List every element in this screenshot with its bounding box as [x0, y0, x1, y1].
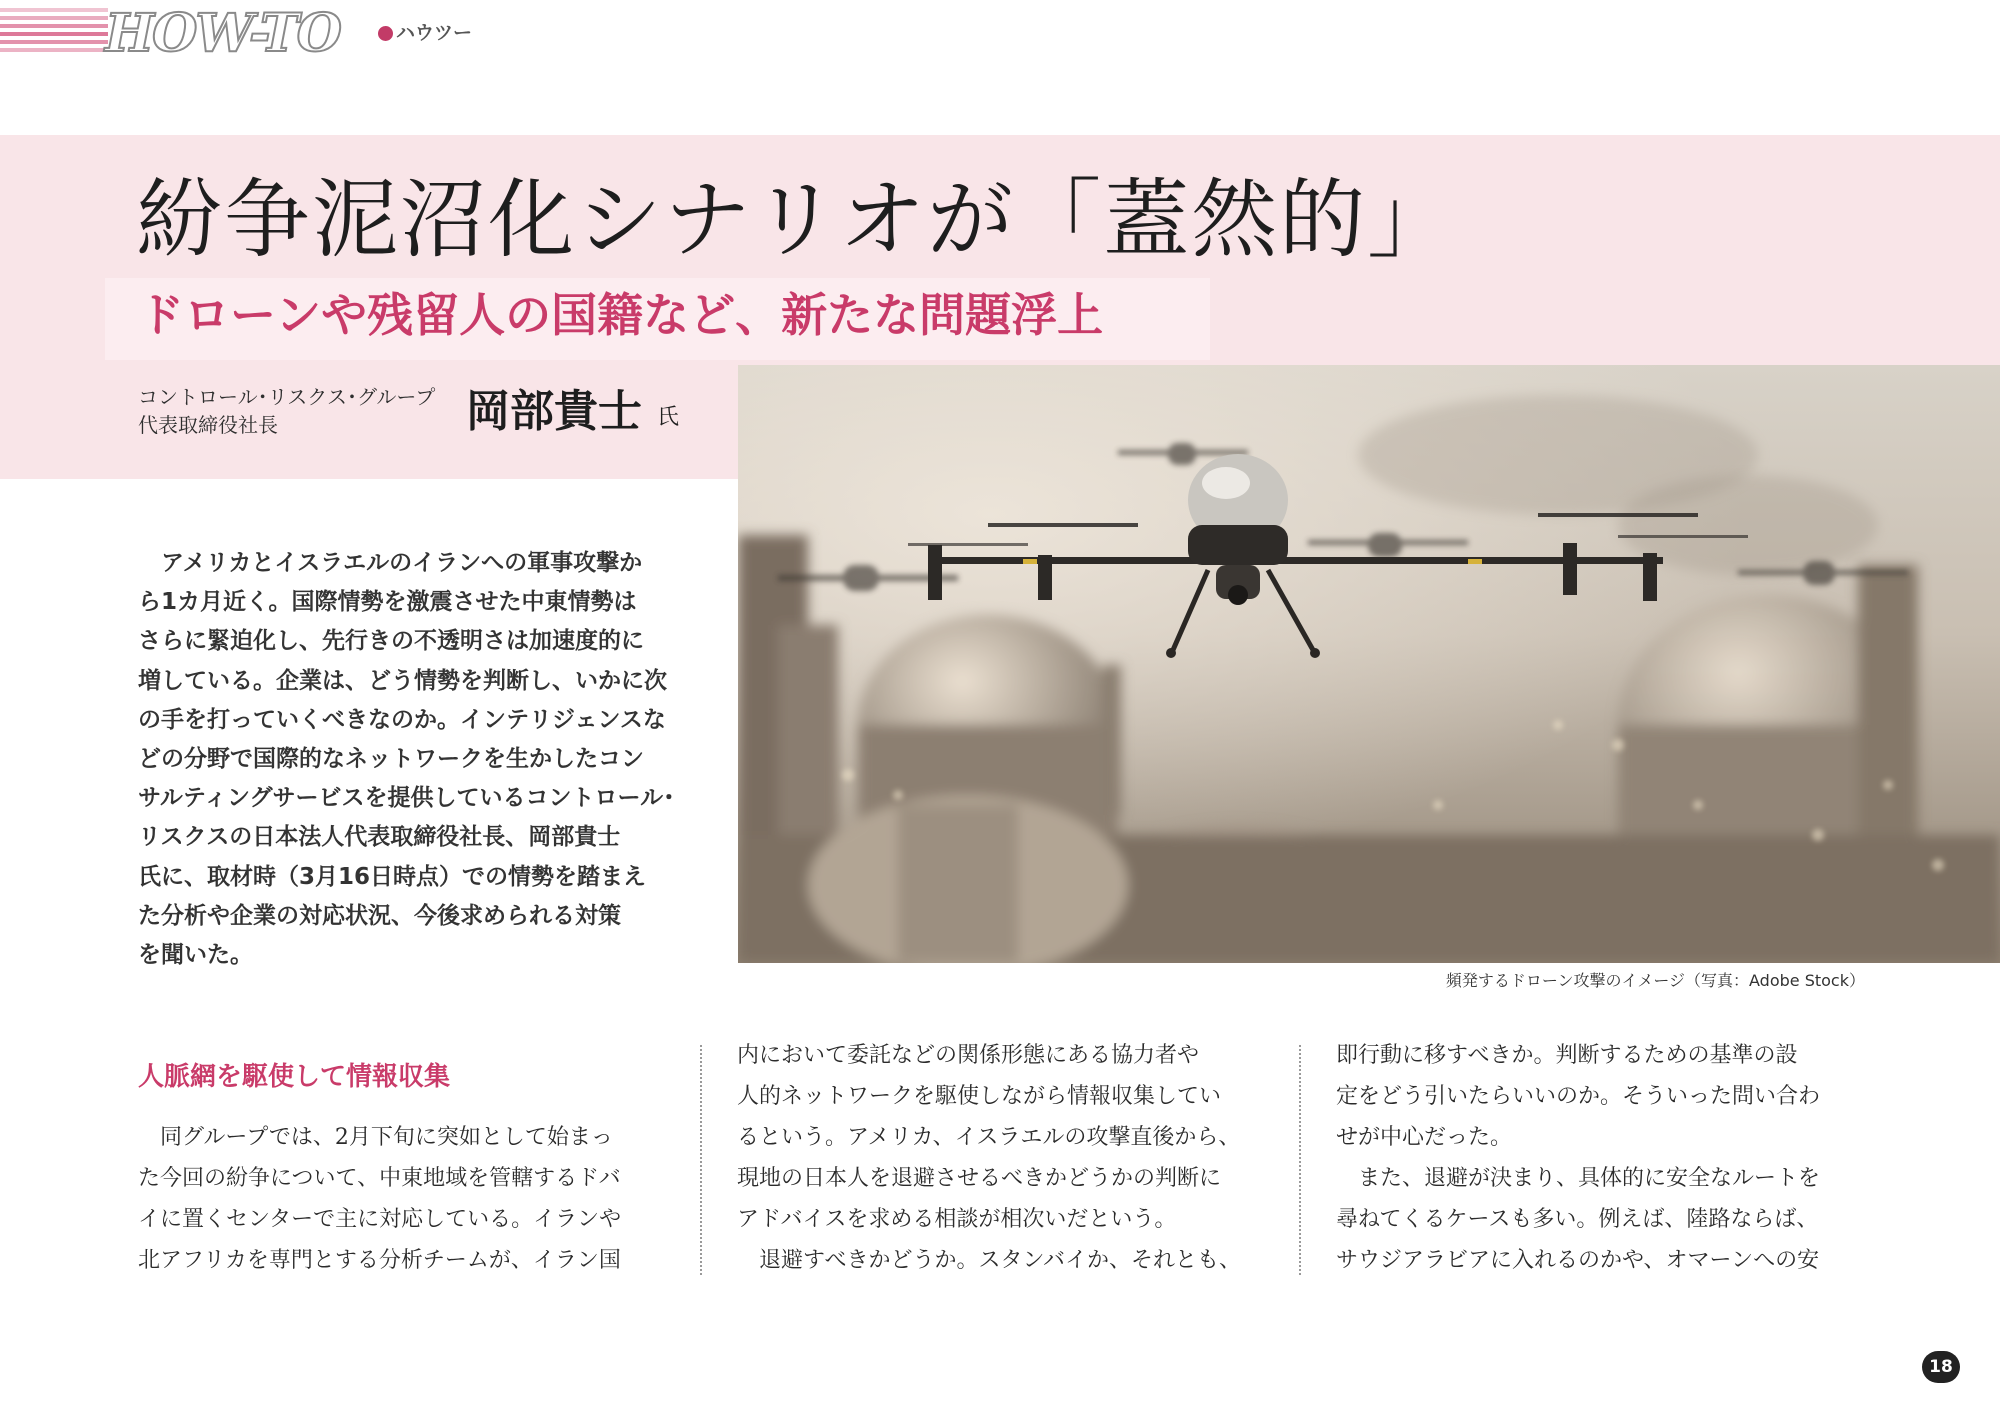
lead-line: を聞いた。 — [138, 942, 253, 969]
body-line: 現地の日本人を退避させるべきかどうかの判断に — [737, 1166, 1222, 1191]
body-line: 北アフリカを専門とする分析チームが、イラン国 — [138, 1248, 621, 1273]
body-line: 内において委託などの関係形態にある協力者や — [737, 1043, 1200, 1068]
lead-line: リスクスの日本法人代表取締役社長、岡部貴士 — [138, 824, 621, 851]
drone-photo — [738, 365, 2000, 963]
stripe — [0, 48, 108, 52]
column-divider — [700, 1045, 702, 1275]
body-column-1 — [138, 1117, 621, 1281]
body-line: また、退避が決まり、具体的に安全なルートを — [1336, 1166, 1821, 1191]
body-line: 退避すべきかどうか。スタンバイか、それとも、 — [737, 1248, 1242, 1273]
body-line: 同グループでは、2月下旬に突如として始まっ — [138, 1125, 613, 1150]
body-line: 即行動に移すべきか。判断するための基準の設 — [1336, 1043, 1798, 1068]
body-column-3 — [1336, 1035, 1820, 1281]
lead-line: 増している。企業は、どう情勢を判断し、いかに次 — [138, 667, 667, 694]
photo-caption: 頻発するドローン攻撃のイメージ（写真：Adobe Stock） — [1445, 971, 1865, 990]
lead-line: ら1カ月近く。国際情勢を激震させた中東情勢は — [138, 589, 637, 616]
author-position: 代表取締役社長 — [138, 413, 278, 437]
lead-line: さらに緊迫化し、先行きの不透明さは加速度的に — [138, 628, 644, 655]
body-line: た今回の紛争について、中東地域を管轄するドバ — [138, 1166, 621, 1191]
stripe — [0, 8, 108, 12]
body-line: サウジアラビアに入れるのかや、オマーンへの安 — [1336, 1248, 1820, 1273]
body-line: アドバイスを求める相談が相次いだという。 — [737, 1207, 1177, 1232]
header-stripes-decoration — [0, 0, 110, 60]
body-line: 定をどう引いたらいいのか。そういった問い合わ — [1336, 1084, 1821, 1109]
article-title: 紛争泥沼化シナリオが「蓋然的」 — [136, 170, 1456, 270]
author-name: 岡部貴士 — [466, 386, 642, 437]
stripe — [0, 16, 108, 20]
section-label-ja: ハウツー — [396, 22, 473, 44]
column-divider — [1299, 1045, 1301, 1275]
author-affiliation: コントロール･リスクス･グループ — [138, 385, 436, 409]
section-heading: 人脈網を駆使して情報収集 — [138, 1062, 451, 1092]
lead-line: た分析や企業の対応状況、今後求められる対策 — [138, 902, 621, 929]
page-number: 18 — [1922, 1351, 1960, 1383]
body-line: 尋ねてくるケースも多い。例えば、陸路ならば、 — [1336, 1207, 1819, 1232]
stripe — [0, 40, 108, 44]
section-label-en: HOW-TO — [105, 3, 340, 64]
stripe — [0, 24, 108, 28]
author-honorific: 氏 — [657, 405, 680, 430]
article-subtitle: ドローンや残留人の国籍など、新たな問題浮上 — [138, 288, 1104, 342]
stripe — [0, 32, 108, 36]
lead-paragraph — [138, 544, 675, 975]
body-line: せが中心だった。 — [1336, 1125, 1513, 1150]
body-line: るという。アメリカ、イスラエルの攻撃直後から、 — [737, 1125, 1241, 1150]
lead-line: サルティングサービスを提供しているコントロール･ — [138, 785, 675, 812]
body-line: イに置くセンターで主に対応している。イランや — [138, 1207, 622, 1232]
lead-line: アメリカとイスラエルのイランへの軍事攻撃か — [138, 550, 643, 576]
section-dot-icon — [378, 26, 393, 41]
drone-photo-illustration — [738, 365, 2000, 963]
body-line: 人的ネットワークを駆使しながら情報収集してい — [737, 1084, 1222, 1109]
body-column-2 — [737, 1035, 1241, 1281]
lead-line: の手を打っていくべきなのか。インテリジェンスな — [138, 706, 666, 733]
lead-line: どの分野で国際的なネットワークを生かしたコン — [138, 746, 644, 773]
lead-line: 氏に、取材時（3月16日時点）での情勢を踏まえ — [138, 863, 647, 890]
